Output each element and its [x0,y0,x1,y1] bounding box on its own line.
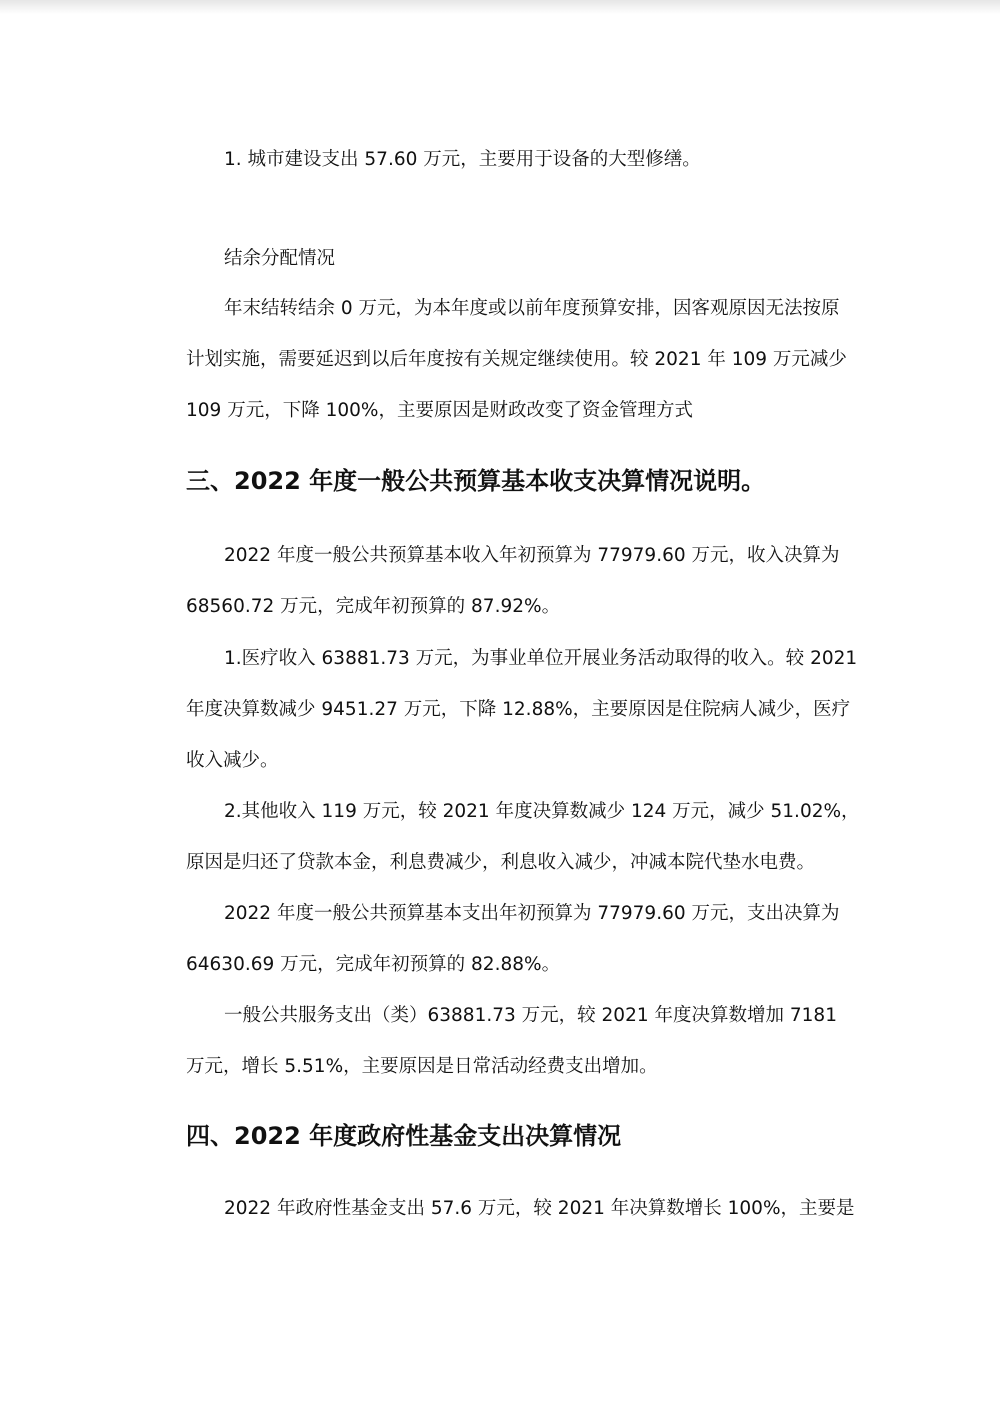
paragraph-line: 2.其他收入 119 万元，较 2021 年度决算数减少 124 万元，减少 51.02%， [224,801,860,822]
paragraph-line: 109 万元，下降 100%，主要原因是财政改变了资金管理方式 [186,400,693,421]
paragraph-line: 年度决算数减少 9451.27 万元，下降 12.88%，主要原因是住院病人减少，医疗 [186,699,851,720]
paragraph-line: 2022 年度一般公共预算基本收入年初预算为 77979.60 万元，收入决算为 [224,545,840,566]
section-heading: 四、2022 年度政府性基金支出决算情况 [186,1122,622,1150]
paragraph-line: 年末结转结余 0 万元，为本年度或以前年度预算安排，因客观原因无法按原 [224,298,840,319]
section-subtitle: 结余分配情况 [224,248,336,269]
paragraph-line: 1. 城市建设支出 57.60 万元，主要用于设备的大型修缮。 [224,149,701,170]
section-heading: 三、2022 年度一般公共预算基本收支决算情况说明。 [186,467,766,495]
paragraph-line: 64630.69 万元，完成年初预算的 82.88%。 [186,954,561,975]
paragraph-line: 1.医疗收入 63881.73 万元，为事业单位开展业务活动取得的收入。较 2021 [224,648,858,669]
paragraph-line: 2022 年政府性基金支出 57.6 万元，较 2021 年决算数增长 100%，主要是 [224,1198,855,1219]
paragraph-line: 原因是归还了贷款本金，利息费减少，利息收入减少，冲减本院代垫水电费。 [186,852,816,873]
paragraph-line: 2022 年度一般公共预算基本支出年初预算为 77979.60 万元，支出决算为 [224,903,840,924]
paragraph-line: 一般公共服务支出（类）63881.73 万元，较 2021 年度决算数增加 7181 [224,1005,837,1026]
paragraph-line: 68560.72 万元，完成年初预算的 87.92%。 [186,596,561,617]
paragraph-line: 万元，增长 5.51%，主要原因是日常活动经费支出增加。 [186,1056,658,1077]
paragraph-line: 收入减少。 [186,750,279,771]
paragraph-line: 计划实施，需要延迟到以后年度按有关规定继续使用。较 2021 年 109 万元减少 [186,349,847,370]
